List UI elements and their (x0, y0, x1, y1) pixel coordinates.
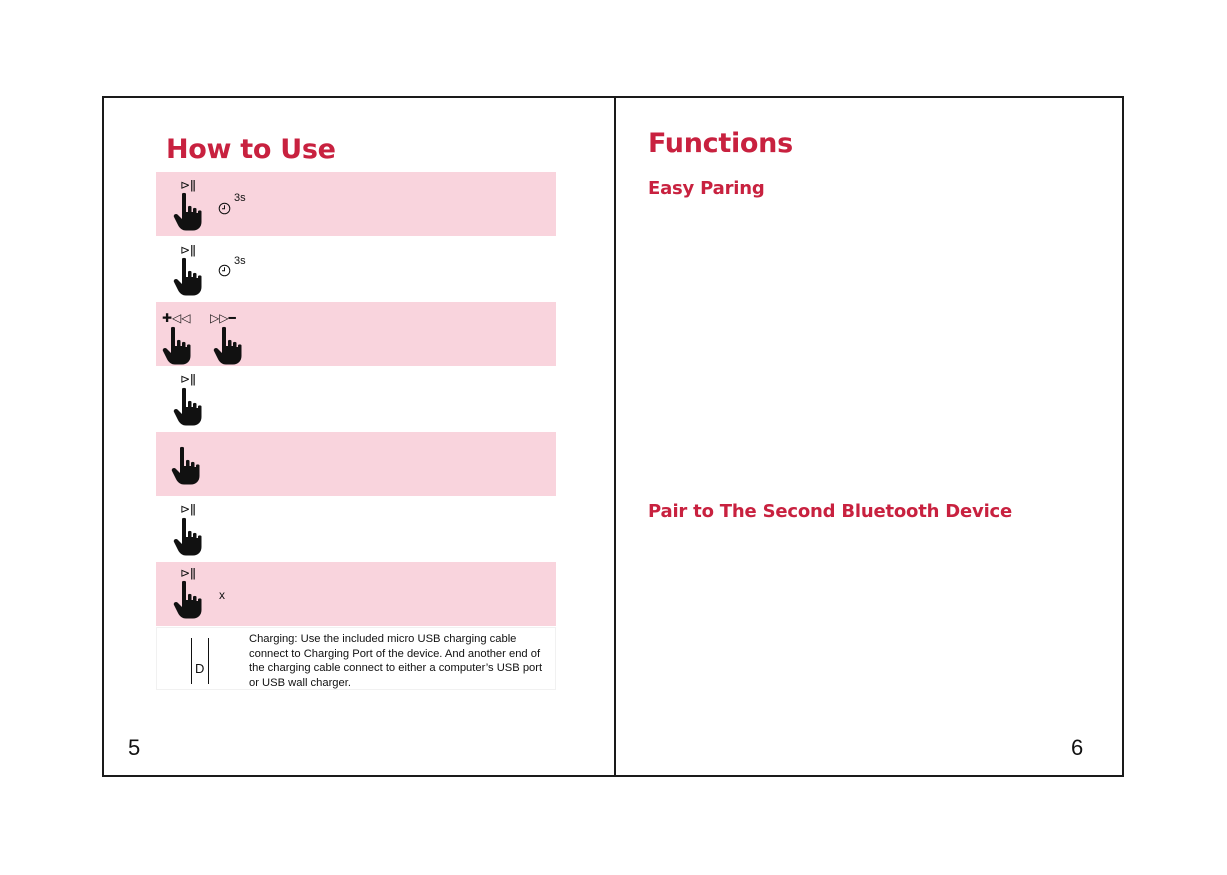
usb-port-edge (191, 638, 192, 684)
operation-row (156, 367, 556, 432)
hold-duration: 3s (234, 192, 246, 204)
play-pause-icon: ⊳ǁ (180, 502, 196, 516)
page-title: How to Use (166, 134, 336, 165)
operation-row (156, 237, 556, 302)
hold-duration: 3s (234, 255, 246, 267)
operation-row (156, 497, 556, 562)
play-pause-icon: ⊳ǁ (180, 372, 196, 386)
section-heading-second-device: Pair to The Second Bluetooth Device (648, 501, 1013, 522)
tap-hand-icon (162, 326, 196, 366)
operation-row (156, 432, 556, 497)
charging-instructions: Charging: Use the included micro USB charging cable connect to Charging Port of the device. And another end of the charging cable connect to either a computer’s USB port or USB wall charger. (249, 633, 543, 689)
clock-icon (218, 264, 231, 277)
press-count-multiplier: x (219, 588, 225, 602)
tap-hand-icon (173, 257, 207, 297)
volume-up-previous-icon: ✚◁◁ (162, 311, 191, 325)
usb-port-edge (208, 638, 209, 684)
tap-hand-icon (173, 580, 207, 620)
operations-table (156, 172, 556, 690)
page-title: Functions (648, 128, 793, 159)
charging-row (156, 627, 556, 690)
tap-hand-icon (213, 326, 247, 366)
operation-row (156, 302, 556, 367)
page-functions (616, 98, 1122, 775)
play-pause-icon: ⊳ǁ (180, 243, 196, 257)
usb-port-icon (191, 638, 209, 684)
operation-row (156, 562, 556, 627)
tap-hand-icon (171, 446, 205, 486)
page-number: 5 (128, 735, 141, 760)
page-number: 6 (1071, 735, 1084, 760)
tap-hand-icon (173, 192, 207, 232)
next-volume-down-icon: ▷▷━ (210, 311, 236, 325)
tap-hand-icon (173, 387, 207, 427)
tap-hand-icon (173, 517, 207, 557)
play-pause-icon: ⊳ǁ (180, 178, 196, 192)
operation-row (156, 172, 556, 237)
clock-icon (218, 202, 231, 215)
section-heading-easy-paring: Easy Paring (648, 178, 765, 199)
page-how-to-use (104, 98, 614, 775)
manual-spread (102, 96, 1124, 777)
usb-port-label: D (195, 661, 205, 676)
play-pause-icon: ⊳ǁ (180, 566, 196, 580)
